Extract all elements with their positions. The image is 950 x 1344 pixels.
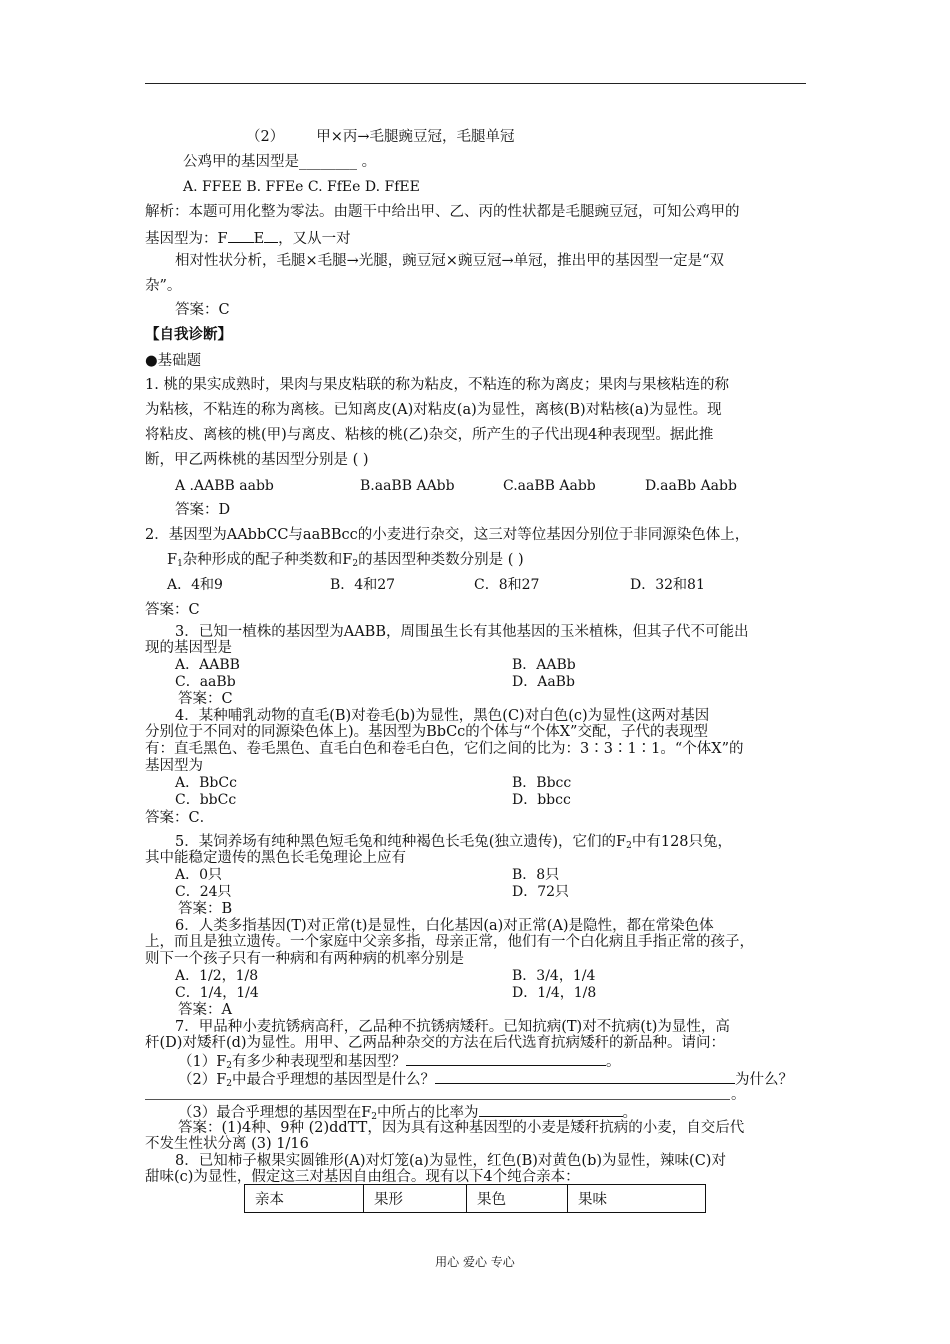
q7-text: 为什么？ — [735, 1072, 794, 1088]
q4-option-c: C．bbCc — [175, 792, 237, 808]
q2-option-c: C．8和27 — [474, 577, 540, 593]
q4-option-a: A．BbCc — [175, 775, 237, 791]
analysis-text: E — [253, 231, 265, 247]
q5-option-c: C．24只 — [175, 884, 232, 900]
example-question: 公鸡甲的基因型是________ 。 — [183, 154, 377, 170]
q2-option-b: B．4和27 — [330, 577, 396, 593]
q1-line-4: 断，甲乙两株桃的基因型分别是 ( ) — [145, 452, 369, 468]
table-header-cell: 果味 — [568, 1185, 706, 1213]
q1-option-b: B.aaBB AAbb — [360, 478, 455, 494]
q3-option-d: D．AaBb — [512, 674, 575, 690]
q8-line-2: 甜味(c)为显性，假定这三对基因自由组合。现有以下4个纯合亲本： — [145, 1169, 580, 1185]
q7-text: （1）F — [178, 1054, 227, 1070]
q6-option-a: A．1/2，1/8 — [175, 968, 259, 984]
q7-sub-2 — [178, 1068, 793, 1094]
table-header-cell: 果色 — [467, 1185, 568, 1213]
q2-answer: 答案：C — [145, 602, 200, 618]
q2-text: F — [167, 552, 178, 568]
q1-option-a: A .AABB aabb — [175, 478, 274, 494]
q5-option-a: A．0只 — [175, 867, 223, 883]
q4-answer: 答案：C． — [145, 810, 215, 826]
example-options: A. FFEE B. FFEe C. FfEe D. FfEE — [183, 179, 420, 195]
q5-subscript: 2 — [626, 841, 632, 851]
q7-line-1: 7．甲品种小麦抗锈病高秆，乙品种不抗锈病矮秆。已知抗病(T)对不抗病(t)为显性，高 — [175, 1019, 730, 1035]
header-rule — [145, 83, 806, 84]
parents-table — [244, 1184, 706, 1213]
q5-option-d: D．72只 — [512, 884, 570, 900]
blank-underline — [228, 227, 254, 243]
q7-text: 。 — [606, 1054, 621, 1070]
q6-line-1: 6．人类多指基因(T)对正常(t)是显性，白化基因(a)对正常(A)是隐性，都在常染色体 — [175, 918, 714, 934]
q2-line-1: 2．基因型为AAbbCC与aaBBcc的小麦进行杂交，这三对等位基因分别位于非同源染色体上， — [145, 527, 750, 543]
q3-option-b: B．AABb — [512, 657, 576, 673]
q7-sub-2-end: 。 — [731, 1087, 746, 1103]
q1-option-d: D.aaBb Aabb — [645, 478, 737, 494]
q6-line-3: 则下一个孩子只有一种病和有两种病的机率分别是 — [145, 951, 464, 967]
analysis-line-1: 解析：本题可用化整为零法。由题干中给出甲、乙、丙的性状都是毛腿豌豆冠，可知公鸡甲的 — [145, 204, 740, 220]
q3-line-1: 3．已知一植株的基因型为AABB，周围虽生长有其他基因的玉米植株，但其子代不可能出 — [175, 624, 749, 640]
q6-answer: 答案：A — [178, 1002, 232, 1018]
q7-text: 中最合乎理想的基因型是什么？ — [232, 1072, 436, 1088]
q7-text: 有多少种表现型和基因型？ — [232, 1054, 407, 1070]
q5-answer: 答案：B — [178, 901, 233, 917]
q3-option-c: C．aaBb — [175, 674, 236, 690]
q5-text: 中有128只兔， — [631, 834, 733, 850]
answer-blank — [435, 1068, 735, 1084]
blank-underline — [264, 227, 278, 243]
q1-line-2: 为粘核，不粘连的称为离核。已知离皮(A)对粘皮(a)为显性，离核(B)对粘核(a)为显性。现 — [145, 402, 722, 418]
q6-option-b: B．3/4，1/4 — [512, 968, 596, 984]
example-answer: 答案：C — [175, 302, 230, 318]
q7-subscript: 2 — [226, 1061, 233, 1071]
q6-line-2: 上，而且是独立遗传。一个家庭中父亲多指，母亲正常，他们有一个白化病且手指正常的孩子， — [145, 934, 754, 950]
cross-text: 甲×丙→毛腿豌豆冠，毛腿单冠 — [316, 129, 515, 145]
table-header-row — [245, 1185, 706, 1213]
q5-option-b: B．8只 — [512, 867, 560, 883]
q3-line-2: 现的基因型是 — [145, 640, 232, 656]
q4-option-d: D．bbcc — [512, 792, 571, 808]
q7-answer-line-1: 答案：(1)4种、9种 (2)ddTT，因为具有这种基因型的小麦是矮秆抗病的小麦，自交后代 — [178, 1120, 745, 1136]
q7-subscript: 2 — [371, 1112, 378, 1122]
q2-option-d: D．32和81 — [630, 577, 705, 593]
q2-line-2 — [167, 550, 524, 574]
analysis-line-2 — [145, 227, 351, 249]
q5-text: 5．某饲养场有纯种黑色短毛兔和纯种褐色长毛兔(独立遗传)，它们的F — [175, 834, 627, 850]
q4-line-1: 4．某种哺乳动物的直毛(B)对卷毛(b)为显性，黑色(C)对白色(c)为显性(这两对基因 — [175, 708, 710, 724]
table-header-cell: 果形 — [364, 1185, 467, 1213]
subsection-title: ●基础题 — [145, 353, 202, 369]
q7-answer-line-2: 不发生性状分离 (3) 1/16 — [145, 1136, 309, 1152]
q7-text: （2）F — [178, 1072, 227, 1088]
analysis-line-4: 杂”。 — [145, 278, 182, 294]
q7-line-2: 秆(D)对矮秆(d)为显性。用甲、乙两品种杂交的方法在后代选育抗病矮秆的新品种。请问： — [145, 1035, 726, 1051]
analysis-text: 基因型为：F — [145, 231, 228, 247]
q6-option-c: C．1/4，1/4 — [175, 985, 259, 1001]
q2-text: 杂种形成的配子种类数和F — [182, 552, 353, 568]
page-footer: 用心 爱心 专心 — [435, 1255, 515, 1269]
q8-line-1: 8．已知柿子椒果实圆锥形(A)对灯笼(a)为显性，红色(B)对黄色(b)为显性，辣味(C)对 — [175, 1153, 726, 1169]
section-title: 【自我诊断】 — [145, 326, 232, 343]
q7-text: 中所占的比率为 — [377, 1105, 479, 1121]
q4-line-3: 有：直毛黑色、卷毛黑色、直毛白色和卷毛白色，它们之间的比为：3∶3∶1∶1。“个体X”的 — [145, 741, 744, 757]
answer-blank — [406, 1050, 606, 1066]
answer-blank — [479, 1101, 623, 1117]
q6-option-d: D．1/4，1/8 — [512, 985, 597, 1001]
q1-answer: 答案：D — [175, 502, 231, 518]
q5-line-2: 其中能稳定遗传的黑色长毛兔理论上应有 — [145, 850, 406, 866]
q2-text: 的基因型种类数分别是 ( ) — [358, 552, 524, 568]
cross-number: （2） — [246, 129, 285, 145]
analysis-text: ，又从一对 — [278, 231, 351, 247]
q2-option-a: A．4和9 — [167, 577, 223, 593]
q7-text: 。 — [622, 1105, 638, 1121]
q1-line-3: 将粘皮、离核的桃(甲)与离皮、粘核的桃(乙)杂交，所产生的子代出现4种表现型。据此推 — [145, 427, 714, 443]
q4-option-b: B．Bbcc — [512, 775, 572, 791]
q4-line-2: 分别位于不同对的同源染色体上)。基因型为BbCc的个体与“个体X”交配，子代的表现型 — [145, 724, 708, 740]
q1-line-1: 1. 桃的果实成熟时，果肉与果皮粘联的称为粘皮，不粘连的称为离皮；果肉与果核粘连的称 — [145, 377, 729, 393]
q7-text: （3）最合乎理想的基因型在F — [178, 1105, 372, 1121]
analysis-line-3: 相对性状分析，毛腿×毛腿→光腿，豌豆冠×豌豆冠→单冠，推出甲的基因型一定是“双 — [175, 253, 725, 269]
q3-option-a: A．AABB — [175, 657, 240, 673]
q3-answer: 答案：C — [178, 691, 233, 707]
q4-line-4: 基因型为 — [145, 758, 203, 774]
q2-subscript: 2 — [352, 559, 359, 569]
q2-subscript: 1 — [177, 559, 183, 569]
q1-option-c: C.aaBB Aabb — [503, 478, 596, 494]
table-header-cell: 亲本 — [245, 1185, 364, 1213]
answer-blank-line — [145, 1099, 730, 1100]
cross-line — [246, 127, 515, 147]
q7-subscript: 2 — [226, 1079, 233, 1089]
